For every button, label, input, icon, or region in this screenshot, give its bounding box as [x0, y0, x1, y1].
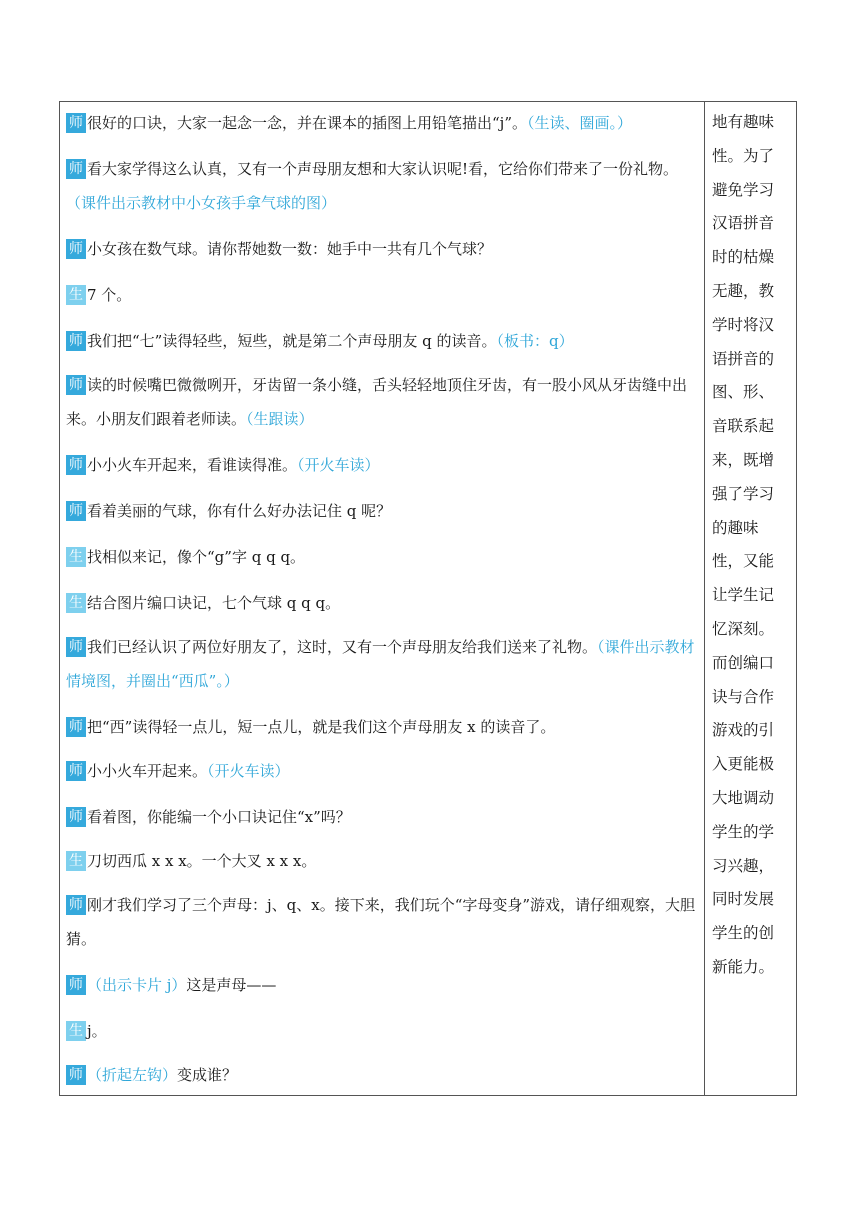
- commentary-line: 性。为了: [712, 146, 775, 165]
- commentary-line: 诀与合作: [712, 687, 775, 706]
- teacher-badge: 师: [66, 113, 86, 133]
- commentary-line: 入更能极: [712, 755, 775, 774]
- commentary-line: 的趣味: [712, 518, 759, 537]
- student-line: [66, 844, 700, 878]
- teacher-line: [66, 968, 700, 1002]
- teacher-badge: 师: [66, 501, 86, 521]
- teacher-badge: 师: [66, 455, 86, 475]
- dialogue-text: 找相似来记，像个“g”字 q q q。: [87, 548, 306, 566]
- lesson-table: [59, 101, 797, 1096]
- dialogue-text: 看着图，你能编一个小口诀记住“x”吗？: [87, 808, 351, 826]
- commentary-line: 来，既增: [712, 450, 775, 469]
- teacher-line: [66, 494, 700, 528]
- teacher-badge: 师: [66, 637, 86, 657]
- stage-direction: （课件出示教材中小女孩手拿气球的图）: [66, 194, 337, 212]
- teacher-line: [66, 754, 700, 788]
- student-badge: 生: [66, 851, 86, 871]
- dialogue-text: 我们把“七”读得轻些，短些，就是第二个声母朋友 q 的读音。: [87, 332, 497, 350]
- commentary-line: 无趣，教: [712, 281, 775, 300]
- teacher-badge: 师: [66, 239, 86, 259]
- commentary-column: [712, 102, 792, 985]
- dialogue-text: 刚才我们学习了三个声母：j、q、x。接下来，我们玩个“字母变身”游戏，请仔细观察，大胆猜。: [66, 896, 696, 948]
- student-line: [66, 540, 700, 574]
- student-line: [66, 278, 700, 312]
- teacher-line: [66, 710, 700, 744]
- student-badge: 生: [66, 285, 86, 305]
- dialogue-text: 读的时候嘴巴微微咧开，牙齿留一条小缝，舌头轻轻地顶住牙齿，有一股小风从牙齿缝中出来。小朋友们跟着老师读。: [66, 376, 688, 428]
- student-line: [66, 586, 700, 620]
- commentary-line: 强了学习: [712, 484, 775, 503]
- commentary-line: 同时发展: [712, 890, 775, 909]
- commentary-line: 让学生记: [712, 586, 775, 605]
- teacher-line: [66, 152, 700, 220]
- dialogue-text: 7 个。: [87, 286, 132, 304]
- commentary-line: 大地调动: [712, 788, 775, 807]
- student-line: [66, 1014, 700, 1048]
- teacher-badge: 师: [66, 1065, 86, 1085]
- teacher-line: [66, 106, 700, 140]
- dialogue-text: 小女孩在数气球。请你帮她数一数：她手中一共有几个气球？: [87, 240, 493, 258]
- column-divider: [704, 102, 705, 1095]
- stage-direction: （板书：q）: [496, 332, 574, 350]
- dialogue-text: 变成谁？: [177, 1066, 238, 1084]
- student-badge: 生: [66, 1021, 86, 1041]
- dialogue-text: 看大家学得这么认真，又有一个声母朋友想和大家认识呢!看，它给你们带来了一份礼物。: [87, 160, 679, 178]
- commentary-line: 地有趣味: [712, 113, 775, 131]
- dialogue-text: 我们已经认识了两位好朋友了，这时，又有一个声母朋友给我们送来了礼物。: [87, 638, 598, 656]
- commentary-line: 汉语拼音: [712, 214, 775, 233]
- commentary-line: 语拼音的: [712, 349, 775, 368]
- commentary-line: 学生的创: [712, 924, 775, 943]
- teacher-badge: 师: [66, 975, 86, 995]
- commentary-line: 音联系起: [712, 417, 775, 436]
- student-badge: 生: [66, 547, 86, 567]
- commentary-line: 游戏的引: [712, 721, 775, 740]
- dialogue-text: 看着美丽的气球，你有什么好办法记住 q 呢？: [87, 502, 392, 520]
- dialogue-text: 这是声母——: [186, 976, 277, 994]
- teacher-line: [66, 324, 700, 358]
- teacher-badge: 师: [66, 807, 86, 827]
- teacher-badge: 师: [66, 761, 86, 781]
- stage-direction: （出示卡片 j）: [87, 976, 187, 994]
- teacher-badge: 师: [66, 895, 86, 915]
- teacher-badge: 师: [66, 375, 86, 395]
- teacher-badge: 师: [66, 331, 86, 351]
- dialogue-text: 把“西”读得轻一点儿，短一点儿，就是我们这个声母朋友 x 的读音了。: [87, 718, 556, 736]
- commentary-line: 习兴趣，: [712, 856, 775, 875]
- commentary-line: 学生的学: [712, 822, 775, 841]
- stage-direction: （开火车读）: [297, 456, 380, 474]
- teacher-line: [66, 368, 700, 436]
- dialogue-text: 结合图片编口诀记，七个气球 q q q。: [87, 594, 341, 612]
- teacher-line: [66, 888, 700, 956]
- commentary-line: 时的枯燥: [712, 248, 775, 267]
- dialogue-text: j。: [87, 1022, 107, 1040]
- commentary-line: 性，又能: [712, 552, 775, 571]
- stage-direction: （开火车读）: [207, 762, 290, 780]
- teacher-line: [66, 630, 700, 698]
- teacher-line: [66, 232, 700, 266]
- teacher-line: [66, 448, 700, 482]
- commentary-line: 新能力。: [712, 957, 775, 976]
- dialogue-text: 小小火车开起来，看谁读得准。: [87, 456, 298, 474]
- commentary-line: 而创编口: [712, 653, 775, 672]
- teacher-line: [66, 1058, 700, 1092]
- commentary-line: 忆深刻。: [712, 619, 775, 638]
- commentary-line: 图、形、: [712, 383, 775, 402]
- teacher-line: [66, 800, 700, 834]
- commentary-line: 避免学习: [712, 180, 775, 199]
- commentary-line: 学时将汉: [712, 315, 775, 334]
- teacher-badge: 师: [66, 159, 86, 179]
- dialogue-text: 小小火车开起来。: [87, 762, 208, 780]
- stage-direction: （折起左钩）: [87, 1066, 178, 1084]
- stage-direction: （生跟读）: [246, 410, 314, 428]
- teacher-badge: 师: [66, 717, 86, 737]
- dialogue-text: 很好的口诀，大家一起念一念，并在课本的插图上用铅笔描出“j”。: [87, 114, 527, 132]
- stage-direction: （课件出示教材情境图，并圈出“西瓜”。）: [66, 638, 695, 690]
- stage-direction: （生读、圈画。）: [527, 114, 633, 132]
- student-badge: 生: [66, 593, 86, 613]
- dialogue-text: 刀切西瓜 x x x。一个大叉 x x x。: [87, 852, 317, 870]
